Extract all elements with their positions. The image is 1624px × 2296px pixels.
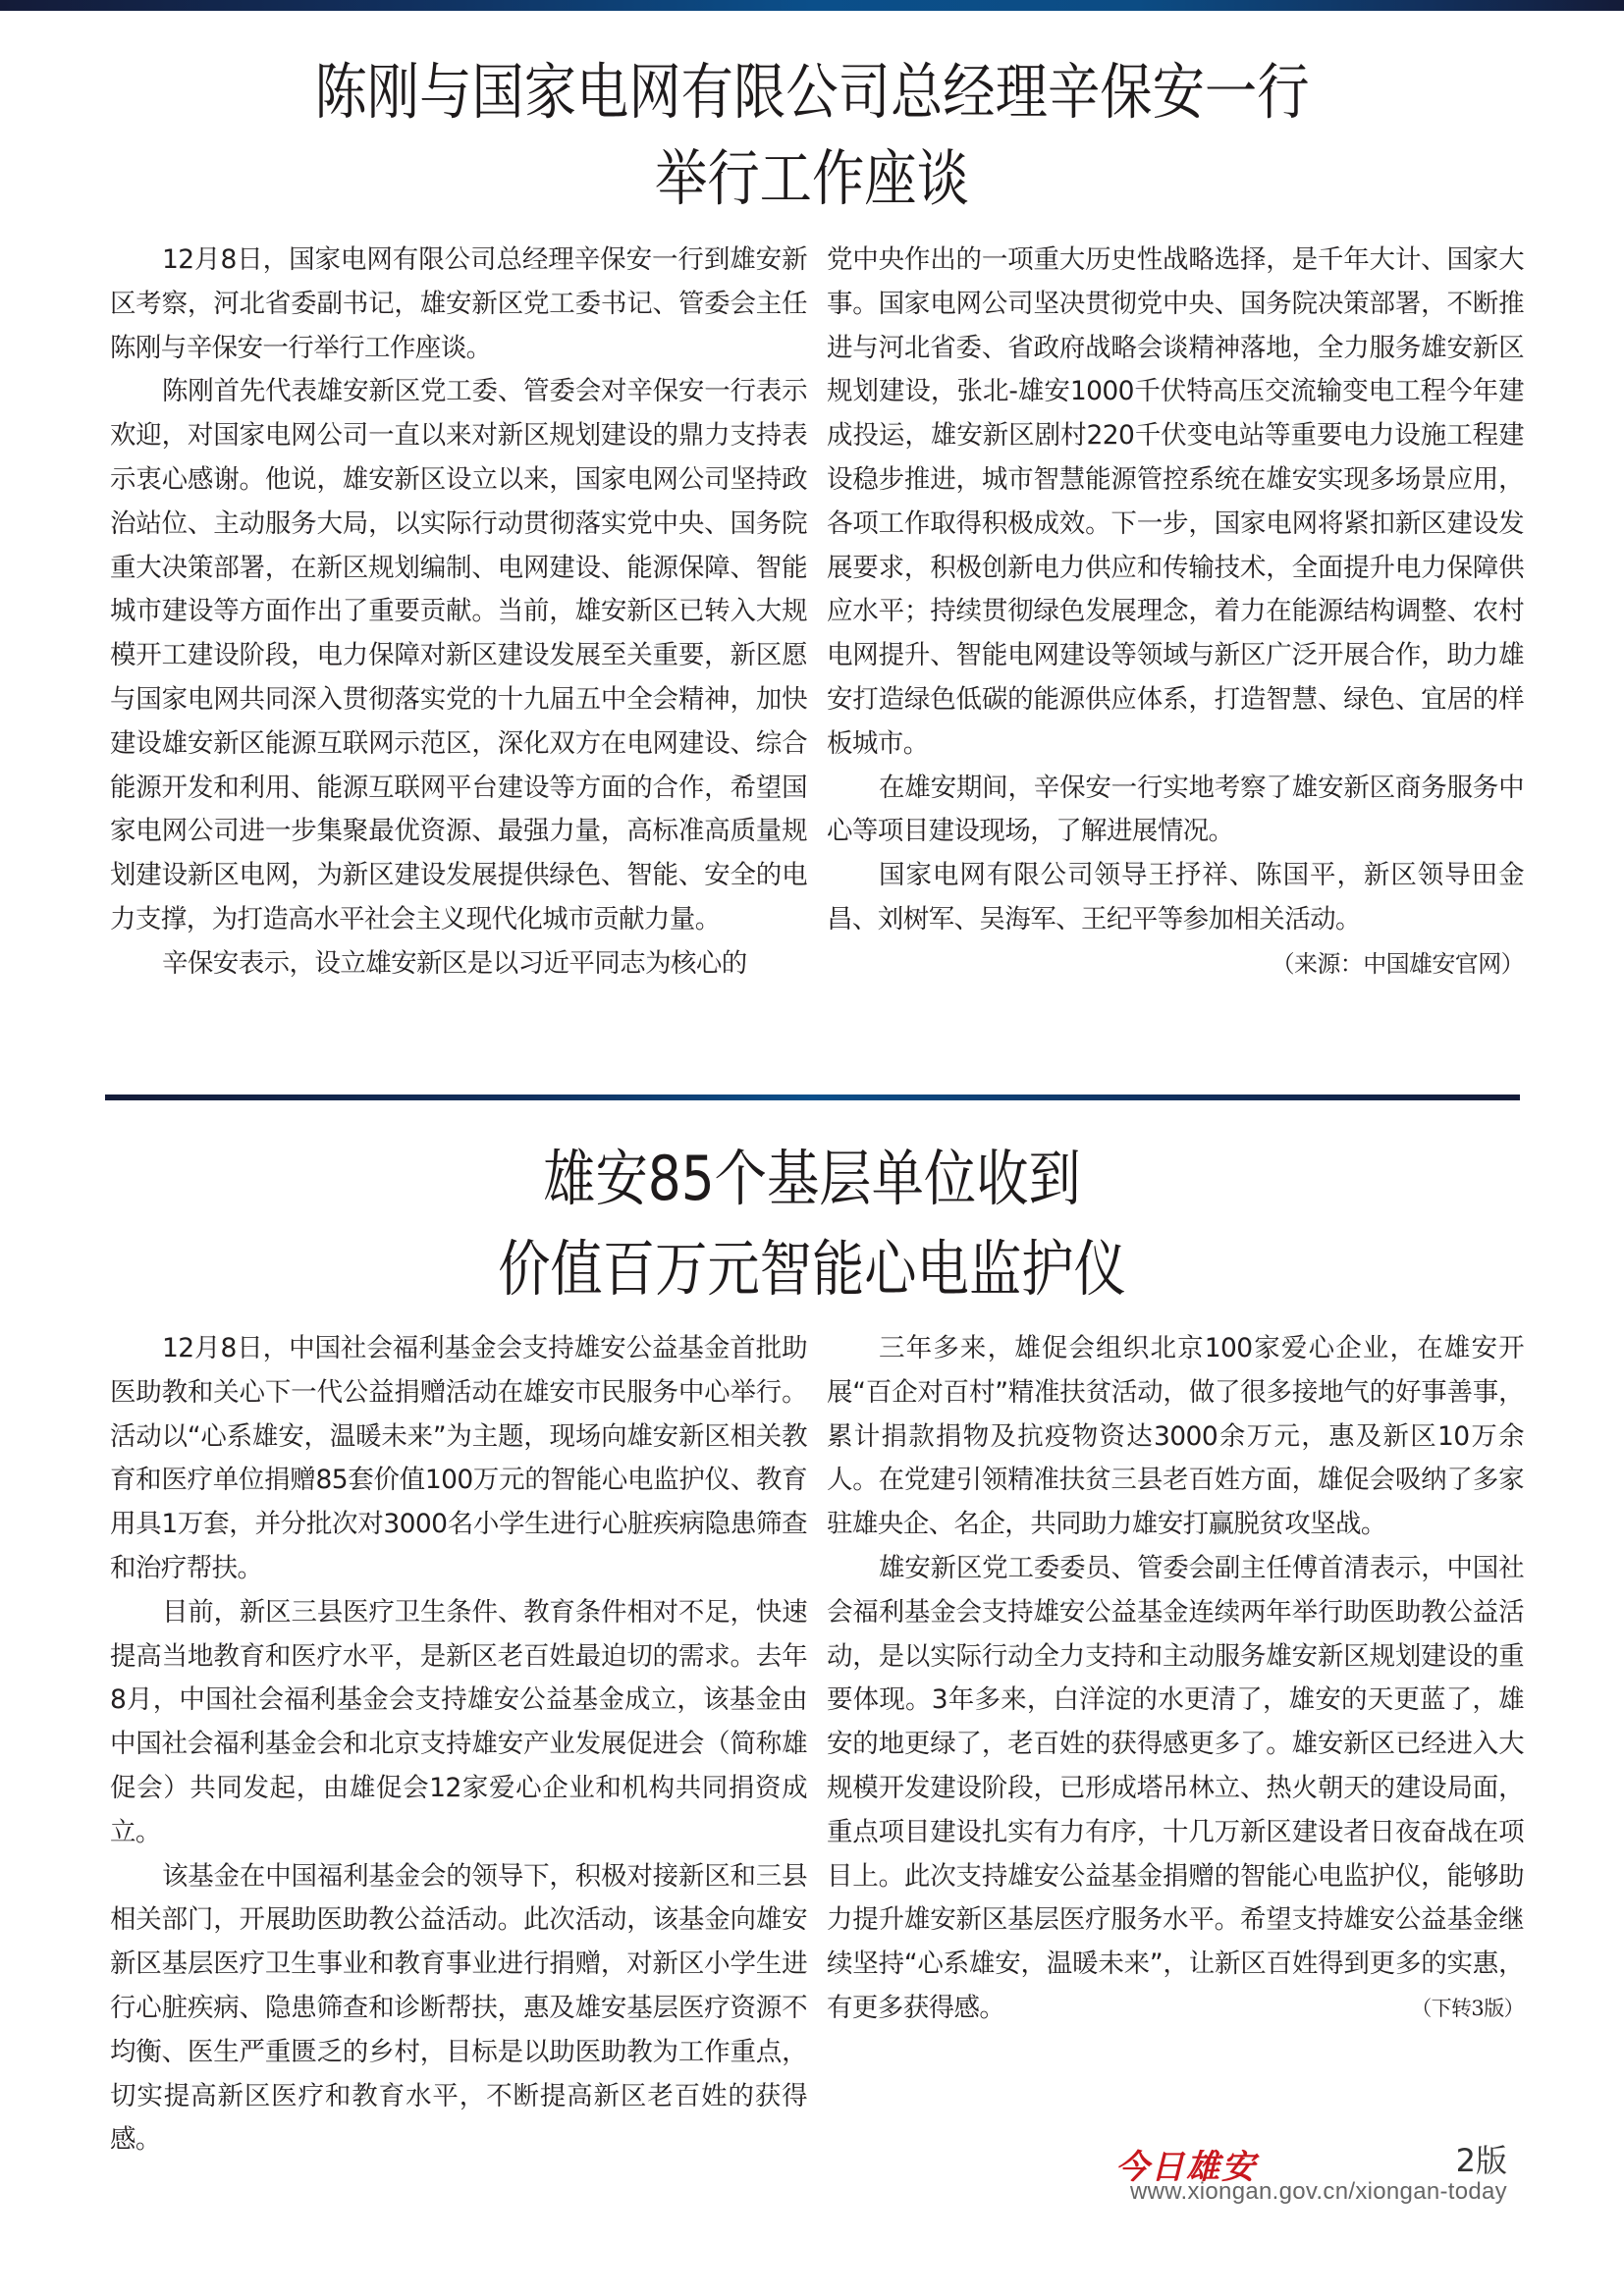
- site-url: www.xiongan.gov.cn/xiongan-today: [1129, 2178, 1507, 2205]
- headline-line: 雄安85个基层单位收到: [543, 1143, 1081, 1214]
- article-1-headline: [0, 49, 1624, 222]
- paragraph: [827, 1547, 1524, 2031]
- headline-line: 陈刚与国家电网有限公司总经理辛保安一行: [314, 56, 1310, 128]
- article-source: （来源：中国雄安官网）: [1271, 949, 1524, 978]
- paragraph: 在雄安期间，辛保安一行实地考察了雄安新区商务服务中心等项目建设现场，了解进展情况。: [827, 772, 1524, 847]
- headline-line: 举行工作座谈: [655, 142, 969, 214]
- top-banner-bar: [0, 0, 1624, 11]
- article-2-left-column: [110, 1327, 807, 2163]
- paragraph: 陈刚首先代表雄安新区党工委、管委会对辛保安一行表示欢迎，对国家电网公司一直以来对新区规划建设的鼎力支持表示衷心感谢。他说，雄安新区设立以来，国家电网公司坚持政治站位、主动服务大局，以实际行动贯彻落实党中央、国务院重大决策部署，在新区规划编制、电网建设、能源保障、智能城市建设等方面作出了重要贡献。当前，雄安新区已转入大规模开工建设阶段，电力保障对新区建设发展至关重要，新区愿与国家电网共同深入贯彻落实党的十九届五中全会精神，加快建设雄安新区能源互联网示范区，深化双方在电网建设、综合能源开发和利用、能源互联网平台建设等方面的合作，希望国家电网公司进一步集聚最优资源、最强力量，高标准高质量规划建设新区电网，为新区建设发展提供绿色、智能、安全的电力支撑，为打造高水平社会主义现代化城市贡献力量。: [110, 376, 807, 934]
- paragraph: 该基金在中国福利基金会的领导下，积极对接新区和三县相关部门，开展助医助教公益活动。此次活动，该基金向雄安新区基层医疗卫生事业和教育事业进行捐赠，对新区小学生进行心脏疾病、隐患筛查和诊断帮扶，惠及雄安基层医疗资源不均衡、医生严重匮乏的乡村，目标是以助医助教为工作重点，切实提高新区医疗和教育水平，不断提高新区老百姓的获得感。: [110, 1860, 807, 2156]
- article-2-right-column: [827, 1327, 1524, 2031]
- section-divider: [105, 1095, 1520, 1100]
- paragraph: 辛保安表示，设立雄安新区是以习近平同志为核心的: [162, 947, 747, 979]
- paragraph: 国家电网有限公司领导王抒祥、陈国平，新区领导田金昌、刘树军、吴海军、王纪平等参加相关活动。: [827, 860, 1524, 934]
- page-number: 2版: [1455, 2142, 1507, 2179]
- paragraph: 12月8日，中国社会福利基金会支持雄安公益基金首批助医助教和关心下一代公益捐赠活动在雄安市民服务中心举行。活动以“心系雄安，温暖未来”为主题，现场向雄安新区相关教育和医疗单位捐赠85套价值100万元的智能心电监护仪、教育用具1万套，并分批次对3000名小学生进行心脏疾病隐患筛查和治疗帮扶。: [110, 1333, 807, 1583]
- article-1-right-column: [827, 239, 1524, 987]
- paragraph: 党中央作出的一项重大历史性战略选择，是千年大计、国家大事。国家电网公司坚决贯彻党中央、国务院决策部署，不断推进与河北省委、省政府战略会谈精神落地，全力服务雄安新区规划建设，张北-雄安1000千伏特高压交流输变电工程今年建成投运，雄安新区剧村220千伏变电站等重要电力设施工程建设稳步推进，城市智慧能源管控系统在雄安实现多场景应用，各项工作取得积极成效。下一步，国家电网将紧扣新区建设发展要求，积极创新电力供应和传输技术，全面提升电力保障供应水平；持续贯彻绿色发展理念，着力在能源结构调整、农村电网提升、智能电网建设等领域与新区广泛开展合作，助力雄安打造绿色低碳的能源供应体系，打造智慧、绿色、宜居的样板城市。: [827, 244, 1524, 759]
- headline-line: 价值百万元智能心电监护仪: [498, 1233, 1126, 1305]
- paragraph: 目前，新区三县医疗卫生条件、教育条件相对不足，快速提高当地教育和医疗水平，是新区老百姓最迫切的需求。去年8月，中国社会福利基金会支持雄安公益基金成立，该基金由中国社会福利基金会和北京支持雄安产业发展促进会（简称雄促会）共同发起，由雄促会12家爱心企业和机构共同捐资成立。: [110, 1596, 807, 1847]
- article-1-left-column: [110, 239, 807, 987]
- masthead-logo: 今日雄安: [1115, 2148, 1257, 2187]
- paragraph: 三年多来，雄促会组织北京100家爱心企业，在雄安开展“百企对百村”精准扶贫活动，做了很多接地气的好事善事，累计捐款捐物及抗疫物资达3000余万元，惠及新区10万余人。在党建引领精准扶贫三县老百姓方面，雄促会吸纳了多家驻雄央企、名企，共同助力雄安打赢脱贫攻坚战。: [827, 1333, 1524, 1540]
- article-2-headline: [0, 1134, 1624, 1314]
- continued-notice: （下转3版）: [1411, 1996, 1524, 2020]
- paragraph: 12月8日，国家电网有限公司总经理辛保安一行到雄安新区考察，河北省委副书记，雄安新区党工委书记、管委会主任陈刚与辛保安一行举行工作座谈。: [110, 244, 807, 363]
- paragraph-text: 雄安新区党工委委员、管委会副主任傅首清表示，中国社会福利基金会支持雄安公益基金连续两年举行助医助教公益活动，是以实际行动全力支持和主动服务雄安新区规划建设的重要体现。3年多来，白洋淀的水更清了，雄安的天更蓝了，雄安的地更绿了，老百姓的获得感更多了。雄安新区已经进入大规模开发建设阶段，已形成塔吊林立、热火朝天的建设局面，重点项目建设扎实有力有序，十几万新区建设者日夜奋战在项目上。此次支持雄安公益基金捐赠的智能心电监护仪，能够助力提升雄安新区基层医疗服务水平。希望支持雄安公益基金继续坚持“心系雄安，温暖未来”，让新区百姓得到更多的实惠，有更多获得感。: [827, 1552, 1524, 2023]
